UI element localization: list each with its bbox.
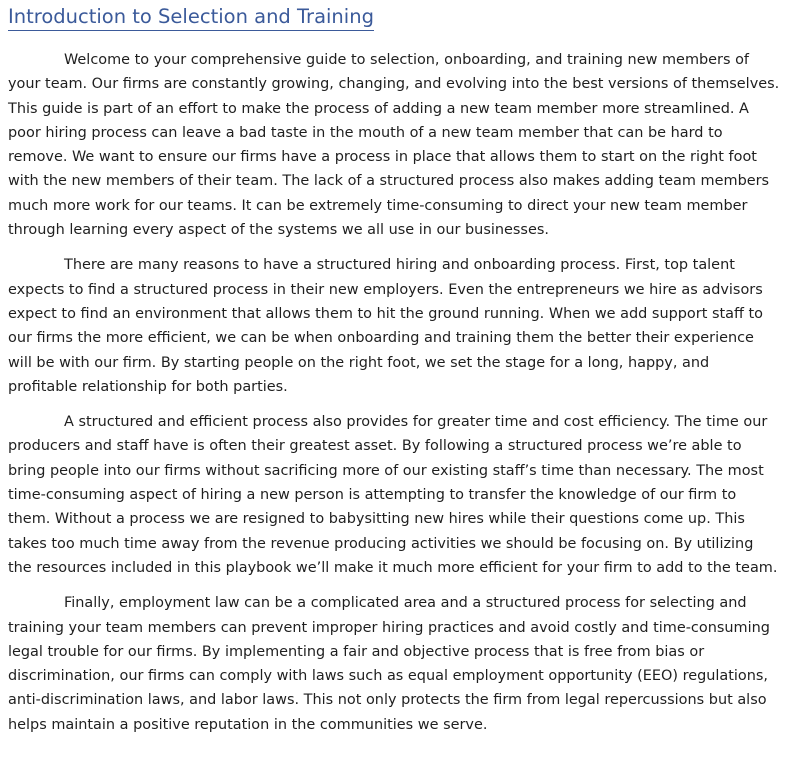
document-body: [8, 4, 780, 748]
paragraph-employment-law: Finally, employment law can be a complicated area and a structured process for selecting and training your team members can prevent improper hiring practices and avoid costly and time-consuming legal trouble for our firms. By implementing a fair and objective process that is free from bias or discrimination, our firms can comply with laws such as equal employment opportunity (EEO) regulations, anti-discrimination laws, and labor laws. This not only protects the firm from legal repercussions but also helps maintain a positive reputation in the communities we serve.: [8, 595, 770, 733]
paragraph-efficiency: A structured and efficient process also provides for greater time and cost efficiency. The time our producers and staff have is often their greatest asset. By following a structured process we’re able to bring people into our firms without sacrificing more of our existing staff’s time than necessary. The most time-consuming aspect of hiring a new person is attempting to transfer the knowledge of our firm to them. Without a process we are resigned to babysitting new hires while their questions come up. This takes too much time away from the revenue producing activities we should be focusing on. By utilizing the resources included in this playbook we’ll make it much more efficient for your firm to add to the team.: [8, 414, 778, 576]
paragraph-welcome: Welcome to your comprehensive guide to selection, onboarding, and training new members of your team. Our firms are constantly growing, changing, and evolving into the best versions of themselves. This guide is part of an effort to make the process of adding a new team member more streamlined. A poor hiring process can leave a bad taste in the mouth of a new team member that can be hard to remove. We want to ensure our firms have a process in place that allows them to start on the right foot with the new members of their team. The lack of a structured process also makes adding team members much more work for our teams. It can be extremely time-consuming to direct your new team member through learning every aspect of the systems we all use in our businesses.: [8, 52, 780, 239]
paragraph-reasons: There are many reasons to have a structured hiring and onboarding process. First, top talent expects to find a structured process in their new employers. Even the entrepreneurs we hire as advisors expect to find an environment that allows them to hit the ground running. When we add support staff to our firms the more efficient, we can be when onboarding and training them the better their experience will be with our firm. By starting people on the right foot, we set the stage for a long, happy, and profitable relationship for both parties.: [8, 257, 764, 395]
document-title: Introduction to Selection and Training: [8, 4, 374, 31]
